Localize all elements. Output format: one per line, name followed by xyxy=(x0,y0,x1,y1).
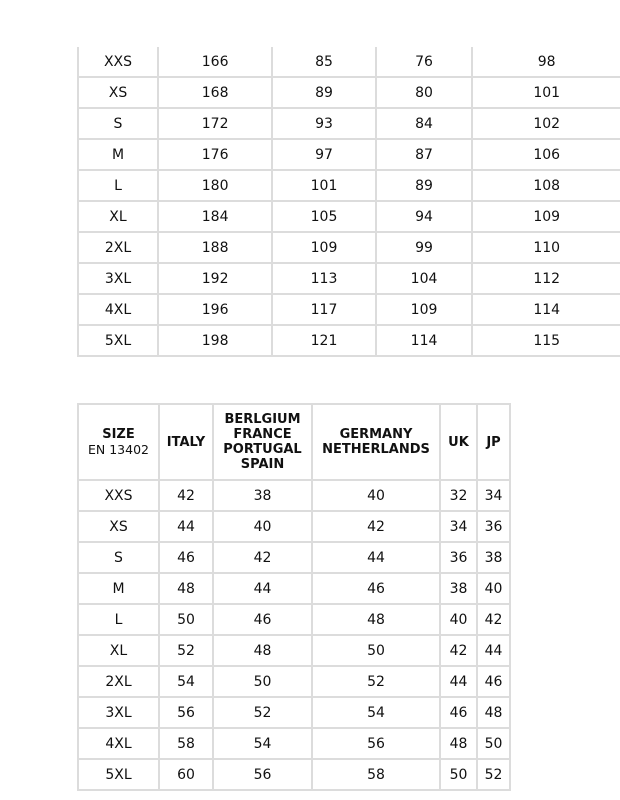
value-cell: 46 xyxy=(440,697,477,728)
value-cell: 56 xyxy=(213,759,312,790)
conversion-row xyxy=(78,697,510,728)
value-cell: 110 xyxy=(472,232,620,263)
value-cell: 113 xyxy=(272,263,375,294)
size-label-cell: L xyxy=(78,170,158,201)
value-cell: 106 xyxy=(472,139,620,170)
value-cell: 54 xyxy=(159,666,213,697)
size-label-cell: 3XL xyxy=(78,697,159,728)
value-cell: 40 xyxy=(440,604,477,635)
value-cell: 48 xyxy=(159,573,213,604)
size-label-cell: XS xyxy=(78,511,159,542)
value-cell: 114 xyxy=(376,325,473,356)
value-cell: 101 xyxy=(272,170,375,201)
conversion-row xyxy=(78,480,510,511)
header-uk: UK xyxy=(440,404,477,480)
conversion-row xyxy=(78,759,510,790)
size-label-cell: XXS xyxy=(78,47,158,77)
value-cell: 52 xyxy=(213,697,312,728)
measurement-row xyxy=(78,108,620,139)
value-cell: 112 xyxy=(472,263,620,294)
size-label-cell: S xyxy=(78,108,158,139)
conversion-header-row xyxy=(78,404,510,480)
value-cell: 109 xyxy=(472,201,620,232)
value-cell: 36 xyxy=(440,542,477,573)
value-cell: 52 xyxy=(312,666,440,697)
value-cell: 54 xyxy=(213,728,312,759)
conversion-row xyxy=(78,728,510,759)
conversion-row xyxy=(78,511,510,542)
value-cell: 38 xyxy=(440,573,477,604)
value-cell: 105 xyxy=(272,201,375,232)
value-cell: 172 xyxy=(158,108,272,139)
header-size-standard: EN 13402 xyxy=(88,442,149,457)
header-size xyxy=(78,404,159,480)
value-cell: 94 xyxy=(376,201,473,232)
value-cell: 117 xyxy=(272,294,375,325)
size-label-cell: 2XL xyxy=(78,666,159,697)
value-cell: 50 xyxy=(477,728,510,759)
value-cell: 102 xyxy=(472,108,620,139)
header-portugal: PORTUGAL xyxy=(223,442,302,457)
value-cell: 34 xyxy=(440,511,477,542)
value-cell: 121 xyxy=(272,325,375,356)
header-netherlands: NETHERLANDS xyxy=(322,442,430,457)
value-cell: 98 xyxy=(472,47,620,77)
value-cell: 104 xyxy=(376,263,473,294)
conversion-row xyxy=(78,542,510,573)
value-cell: 93 xyxy=(272,108,375,139)
value-cell: 115 xyxy=(472,325,620,356)
value-cell: 46 xyxy=(312,573,440,604)
size-label-cell: S xyxy=(78,542,159,573)
value-cell: 97 xyxy=(272,139,375,170)
header-spain: SPAIN xyxy=(240,457,285,472)
conversion-row xyxy=(78,573,510,604)
header-jp: JP xyxy=(477,404,510,480)
value-cell: 54 xyxy=(312,697,440,728)
value-cell: 85 xyxy=(272,47,375,77)
header-italy: ITALY xyxy=(159,404,213,480)
value-cell: 48 xyxy=(312,604,440,635)
size-conversion-body xyxy=(78,480,510,790)
value-cell: 56 xyxy=(159,697,213,728)
value-cell: 42 xyxy=(213,542,312,573)
measurement-row xyxy=(78,294,620,325)
value-cell: 108 xyxy=(472,170,620,201)
size-label-cell: 3XL xyxy=(78,263,158,294)
value-cell: 76 xyxy=(376,47,473,77)
size-label-cell: 5XL xyxy=(78,325,158,356)
value-cell: 48 xyxy=(477,697,510,728)
value-cell: 38 xyxy=(213,480,312,511)
value-cell: 52 xyxy=(159,635,213,666)
value-cell: 42 xyxy=(159,480,213,511)
conversion-row xyxy=(78,666,510,697)
value-cell: 84 xyxy=(376,108,473,139)
value-cell: 192 xyxy=(158,263,272,294)
value-cell: 99 xyxy=(376,232,473,263)
value-cell: 109 xyxy=(272,232,375,263)
header-belgium: BERLGIUM xyxy=(224,412,301,427)
value-cell: 40 xyxy=(312,480,440,511)
value-cell: 44 xyxy=(477,635,510,666)
value-cell: 36 xyxy=(477,511,510,542)
measurement-row xyxy=(78,139,620,170)
value-cell: 48 xyxy=(213,635,312,666)
value-cell: 50 xyxy=(213,666,312,697)
value-cell: 44 xyxy=(312,542,440,573)
value-cell: 46 xyxy=(477,666,510,697)
conversion-row xyxy=(78,635,510,666)
measurement-row xyxy=(78,201,620,232)
value-cell: 46 xyxy=(159,542,213,573)
measurement-row xyxy=(78,77,620,108)
value-cell: 180 xyxy=(158,170,272,201)
measurement-row xyxy=(78,232,620,263)
value-cell: 60 xyxy=(159,759,213,790)
value-cell: 166 xyxy=(158,47,272,77)
value-cell: 50 xyxy=(440,759,477,790)
size-label-cell: M xyxy=(78,139,158,170)
value-cell: 42 xyxy=(477,604,510,635)
measurement-row xyxy=(78,325,620,356)
header-germany: GERMANY xyxy=(339,427,413,442)
value-cell: 50 xyxy=(312,635,440,666)
value-cell: 48 xyxy=(440,728,477,759)
value-cell: 44 xyxy=(213,573,312,604)
measurement-row xyxy=(78,170,620,201)
value-cell: 58 xyxy=(159,728,213,759)
value-cell: 176 xyxy=(158,139,272,170)
value-cell: 89 xyxy=(272,77,375,108)
value-cell: 58 xyxy=(312,759,440,790)
size-label-cell: XXS xyxy=(78,480,159,511)
size-label-cell: 4XL xyxy=(78,294,158,325)
value-cell: 38 xyxy=(477,542,510,573)
size-label-cell: 5XL xyxy=(78,759,159,790)
value-cell: 52 xyxy=(477,759,510,790)
value-cell: 42 xyxy=(440,635,477,666)
value-cell: 80 xyxy=(376,77,473,108)
measurement-row xyxy=(78,47,620,77)
size-label-cell: XL xyxy=(78,635,159,666)
value-cell: 40 xyxy=(213,511,312,542)
measurement-row xyxy=(78,263,620,294)
conversion-row xyxy=(78,604,510,635)
header-germany-netherlands xyxy=(312,404,440,480)
size-measurements-body xyxy=(78,47,620,356)
size-label-cell: L xyxy=(78,604,159,635)
value-cell: 198 xyxy=(158,325,272,356)
value-cell: 168 xyxy=(158,77,272,108)
size-measurements-table xyxy=(77,47,620,357)
value-cell: 101 xyxy=(472,77,620,108)
value-cell: 44 xyxy=(159,511,213,542)
size-label-cell: XL xyxy=(78,201,158,232)
value-cell: 56 xyxy=(312,728,440,759)
value-cell: 46 xyxy=(213,604,312,635)
header-size-label: SIZE xyxy=(102,427,135,442)
value-cell: 50 xyxy=(159,604,213,635)
value-cell: 87 xyxy=(376,139,473,170)
header-belgium-france-portugal-spain xyxy=(213,404,312,480)
value-cell: 114 xyxy=(472,294,620,325)
value-cell: 196 xyxy=(158,294,272,325)
value-cell: 44 xyxy=(440,666,477,697)
size-label-cell: 4XL xyxy=(78,728,159,759)
value-cell: 188 xyxy=(158,232,272,263)
size-conversion-table xyxy=(77,403,511,791)
value-cell: 34 xyxy=(477,480,510,511)
value-cell: 109 xyxy=(376,294,473,325)
size-label-cell: XS xyxy=(78,77,158,108)
value-cell: 42 xyxy=(312,511,440,542)
size-label-cell: M xyxy=(78,573,159,604)
value-cell: 40 xyxy=(477,573,510,604)
value-cell: 89 xyxy=(376,170,473,201)
value-cell: 32 xyxy=(440,480,477,511)
value-cell: 184 xyxy=(158,201,272,232)
header-france: FRANCE xyxy=(233,427,292,442)
size-label-cell: 2XL xyxy=(78,232,158,263)
